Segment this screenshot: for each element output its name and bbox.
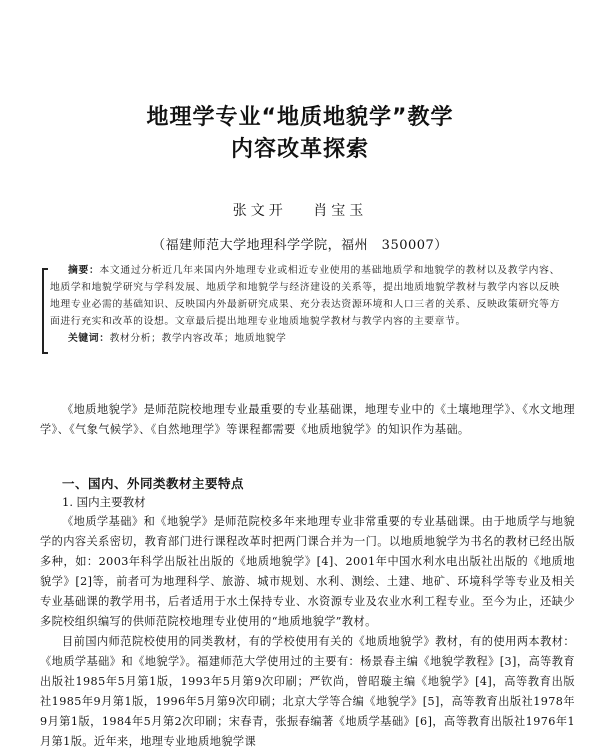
section-heading: 一、国内、外同类教材主要特点: [62, 476, 245, 491]
abstract-bracket-decoration: [42, 268, 48, 354]
keywords-label: 关键词：: [68, 333, 110, 344]
intro-paragraph: 《地质地貌学》是师范院校地理专业最重要的专业基础课，地理专业中的《土壤地理学》、《水文地理学》、《气象气候学》、《自然地理学》等课程都需要《地质地貌学》的知识作为基础。: [40, 403, 575, 436]
keywords-line: [50, 330, 560, 347]
section-paragraph-2: 目前国内师范院校使用的同类教材，有的学校使用有关的《地质地貌学》教材，有的使用两本教材：《地质学基础》和《地貌学》。福建师范大学使用过的主要有：杨景春主编《地貌学教程》[3]，高等教育出版社1985年5月第1版，1993年5月第9次印刷；严钦尚，曾昭璇主编《地貌学》[4]，高等教育出版社1985年9月第1版，1996年5月第9次印刷；北京大学等合编《地貌学》[5]，高等教育出版社1978年9月第1版，1984年5月第2次印刷；宋春青，张振春编著《地质学基础》[6]，高等教育出版社1976年1月第1版。近年来，地理专业地质地貌学课: [40, 635, 575, 748]
section-paragraph-1: 《地质学基础》和《地貌学》是师范院校多年来地理专业非常重要的专业基础课。由于地质学与地貌学的内容关系密切，教育部门进行课程改革时把两门课合并为一门。以地质地貌学为书名的教材已经出版多种，如：2003年科学出版社出版的《地质地貌学》[4]、2001年中国水利水电出版社出版的《地质地貌学》[2]等，前者可为地理科学、旅游、城市规划、水利、测绘、土建、地矿、环境科学等专业及相关专业基础课的教学用书，后者适用于水土保持专业、水资源专业及农业水利工程专业。至今为止，还缺少多院校组织编写的供师范院校地理专业使用的“地质地貌学”教材。: [40, 515, 575, 628]
intro-section: [40, 400, 575, 440]
article-title-line-2: 内容改革探索: [230, 137, 369, 162]
section-paragraph-1-block: [40, 512, 575, 632]
abstract-label: 摘要：: [68, 265, 100, 276]
abstract-block: [50, 262, 560, 347]
section-paragraph-2-block: [40, 632, 575, 752]
article-title-line-1: 地理学专业“地质地貌学”教学: [146, 105, 454, 130]
keywords-text: 教材分析；教学内容改革；地质地貌学: [109, 333, 287, 344]
abstract-paragraph: [50, 262, 560, 330]
subsection-heading: 1. 国内主要教材: [62, 495, 146, 509]
affiliation: （福建师范大学地理科学学院，福州 350007）: [152, 238, 448, 253]
authors: 张文开 肖宝玉: [232, 203, 368, 219]
abstract-text: 本文通过分析近几年来国内外地理专业或相近专业使用的基础地质学和地貌学的教材以及教学内容、地质学和地貌学研究与学科发展、地质学和地貌学与经济建设的关系等，提出地质地貌学教材与教学内容以反映地理专业必需的基础知识、反映国内外最新研究成果、充分表达资源环境和人口三者的关系、反映政策研究等方面进行充实和改革的设想。文章最后提出地理专业地质地貌学教材与教学内容的主要章节。: [50, 265, 560, 327]
